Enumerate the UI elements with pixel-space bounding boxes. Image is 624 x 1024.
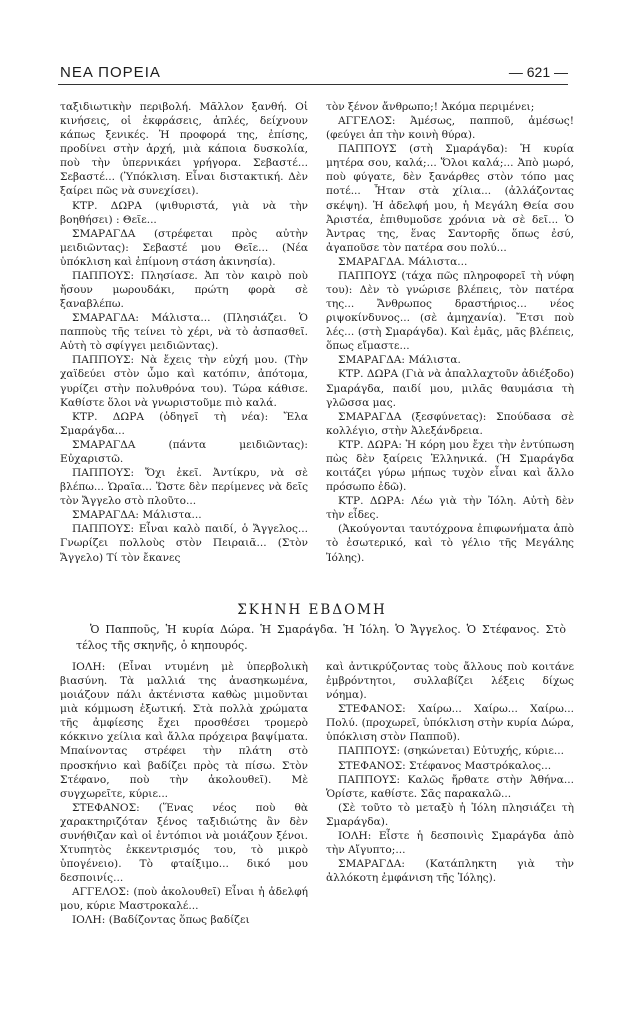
top-columns [60, 100, 574, 594]
paragraph: (Σὲ τοῦτο τὸ μεταξὺ ἡ Ἰόλη πλησιάζει τὴ Σμαράγδα). [326, 801, 574, 828]
paragraph: ΣΜΑΡΑΓΔΑ: Μάλιστα... [72, 509, 202, 522]
running-head [60, 64, 568, 81]
header-rule [58, 84, 568, 85]
paragraph: ΣΤΕΦΑΝΟΣ: (Ἕνας νέος ποὺ θὰ χαρακτηριζόταν ξένος ταξιδιώτης ἂν δὲν συνήθιζαν καὶ οἱ ἐντόπιοι νὰ μοιάζουν ξένοι. Χτυπητὸς ἐκκεντρισμός του, τὸ μικρὸ ὑπογένειο). Τὸ φταίξιμο... δικό μου δεσποινίς... [60, 801, 308, 885]
paragraph: ΠΑΠΠΟΥΣ (στὴ Σμαράγδα): Ἡ κυρία μητέρα σου, καλά;... Ὅλοι καλά;... Ἀπὸ μωρό, ποὺ φύγατε, δὲν ξανάρθες στὸν τόπο μας ποτέ... Ἦταν στὰ χίλια... (ἀλλάζοντας σκέψη). Ἡ ἀδελφή μου, ἡ Μεγάλη Θεία σου Ἀριστέα, ἐπιθυμοῦσε χρόνια νὰ σὲ δεῖ... Ὁ Ἀντρας της, ἕνας Σαντορῆς ὅπως ἐσύ, ἀγαποῦσε τὸν πατέρα σου πολύ... [326, 143, 574, 254]
paragraph: ΣΜΑΡΑΓΔΑ (στρέφεται πρὸς αὐτὴν μειδιῶντας): Σεβαστέ μου Θεῖε... (Νέα ὑπόκλιση καὶ ἐπίμονη στάση ἀκινησία). [60, 227, 308, 268]
paragraph: ΠΑΠΠΟΥΣ: (σηκώνεται) Εὐτυχής, κύριε... [338, 745, 564, 758]
paragraph: ΚΤΡ. ΔΩΡΑ (ψιθυριστά, γιὰ νὰ τὴν βοηθήσει) : Θεῖε... [60, 199, 308, 226]
paragraph: ΣΜΑΡΑΓΔΑ (πάντα μειδιῶντας): Εὐχαριστῶ. [60, 438, 308, 465]
page-number: — 621 — [508, 64, 568, 80]
paragraph: ΠΑΠΠΟΥΣ: Νὰ ἔχεις τὴν εὐχή μου. (Τὴν χαϊδεύει στὸν ὦμο καὶ κατόπιν, ἀπότομα, γυρίζει στὴν πολυθρόνα του). Τώρα κάθισε. Καθίστε ὅλοι νὰ γνωριστοῦμε πιὸ καλά. [60, 354, 308, 409]
paragraph: ΠΑΠΠΟΥΣ: Ὄχι ἐκεῖ. Ἀντίκρυ, νὰ σὲ βλέπω... Ὡραῖα... Ὥστε δὲν περίμενες νὰ δεῖς τὸν Ἄγγελο στὸ πλοῦτο... [60, 467, 308, 508]
journal-title: ΝΕΑ ΠΟΡΕΙΑ [60, 64, 161, 81]
bottom-columns [60, 660, 574, 1006]
paragraph: ΚΤΡ. ΔΩΡΑ (ὁδηγεῖ τὴ νέα): Ἔλα Σμαράγδα... [60, 410, 308, 437]
paragraph: ΣΤΕΦΑΝΟΣ: Στέφανος Μαστρόκαλος... [338, 759, 552, 772]
paragraph: τὸν ξένον ἄνθρωπο;! Ἀκόμα περιμένει; [326, 101, 535, 113]
paragraph: ΙΟΛΗ: Εἶστε ἡ δεσποινὶς Σμαράγδα ἀπὸ τὴν Αἴγυπτο;... [326, 829, 574, 857]
top-right-column [326, 100, 574, 594]
scene-cast: Ὁ Παπποῦς, Ἡ κυρία Δώρα. Ἡ Σμαράγδα. Ἡ Ἰόλη. Ὁ Ἄγγελος. Ὁ Στέφανος. Στὸ τέλος τῆς σκηνῆς, ὁ κηπουρός. [76, 623, 566, 652]
paragraph: ΚΤΡ. ΔΩΡΑ: Λέω γιὰ τὴν Ἰόλη. Αὐτὴ δὲν τὴν εἶδες. [326, 495, 574, 522]
paragraph: ΚΤΡ. ΔΩΡΑ: Ἡ κόρη μου ἔχει τὴν ἐντύπωση πὼς δὲν ξαίρεις Ἑλληνικά. (Ἡ Σμαράγδα κοιτάζει γύρω μήπως τυχὸν εἶναι καὶ ἄλλο πρόσωπο ἐδῶ). [326, 438, 574, 494]
paragraph: ΙΟΛΗ: (Βαδίζοντας ὅπως βαδίζει [72, 914, 250, 927]
paragraph: ΣΜΑΡΑΓΔΑ: Μάλιστα. [338, 354, 461, 367]
paragraph: καὶ ἀντικρύζοντας τοὺς ἄλλους ποὺ κοιτάνε ἐμβρόντητοι, συλλαβίζει λέξεις δίχως νόημα). [326, 661, 574, 702]
paragraph: ΙΟΛΗ: (Εἶναι ντυμένη μὲ ὑπερβολικὴ βιασύνη. Τὰ μαλλιά της ἀνασηκωμένα, μοιάζουν πάλι ἀκτένιστα καθὼς μιμοῦνται μιὰ κόμμωση ἐξωτική. Στὰ πολλὰ χρώματα τῆς ἀμφίεσης ἔχει προσθέσει τρομερὸ κόκκινο χείλια καὶ ἄλλα πρόχειρα βαψίματα. Μπαίνοντας στρέφει τὴν πλάτη στὸ προσκήνιο καὶ βαδίζει πρὸς τὰ πίσω. Στὸν Στέφανο, ποὺ τὴν ἀκολουθεῖ). Μὲ συγχωρεῖτε, κύριε... [60, 661, 308, 800]
paragraph: ΣΜΑΡΑΓΔΑ. Μάλιστα... [338, 255, 468, 268]
paragraph: ΠΑΠΠΟΥΣ: Καλῶς ἤρθατε στὴν Ἀθήνα... Ὁρίστε, καθίστε. Σᾶς παρακαλῶ... [326, 773, 574, 800]
paragraph: ΣΜΑΡΑΓΔΑ: Μάλιστα... (Πλησιάζει. Ὁ παπποὺς τῆς τείνει τὸ χέρι, νὰ τὸ ἀσπασθεῖ. Αὐτὴ τὸ σφίγγει μειδιῶντας). [60, 312, 308, 353]
paragraph: (Ἀκούγονται ταυτόχρονα ἐπιφωνήματα ἀπὸ τὸ ἐσωτερικό, καὶ τὸ γέλιο τῆς Μεγάλης Ἰόλης). [326, 523, 574, 564]
scene-heading: ΣΚΗΝΗ ΕΒΔΟΜΗ [237, 602, 387, 618]
paragraph: ΠΑΠΠΟΥΣ: Εἶναι καλὸ παιδί, ὁ Ἄγγελος... Γνωρίζει πολλοὺς στὸν Πειραιᾶ... (Στὸν Ἄγγελο) Τί τὸν ἔκανες [60, 523, 308, 564]
paragraph: ΣΜΑΡΑΓΔΑ: (Κατάπληκτη γιὰ τὴν ἀλλόκοτη ἐμφάνιση τῆς Ἰόλης). [326, 858, 574, 885]
bottom-right-column [326, 660, 574, 1006]
paragraph: ταξιδιωτικὴν περιβολή. Μᾶλλον ξανθή. Οἱ κινήσεις, οἱ ἐκφράσεις, ἁπλές, δείχνουν κάπως ξενικές. Ἡ προφορά της, ἐπίσης, προδίνει στὴν ἀρχή, μιὰ κάποια δυσκολία, ποὺ τὴν ὑπερνικάει γρήγορα. Σεβαστέ... Σεβαστέ... (Ὑπόκλιση. Εἶναι διστακτική. Δὲν ξαίρει πῶς νὰ συνεχίσει). [60, 101, 308, 198]
bottom-left-column [60, 660, 308, 1006]
paragraph: ΑΓΓΕΛΟΣ: Ἀμέσως, παπποῦ, ἀμέσως! (φεύγει ἀπ τὴν κοινὴ θύρα). [326, 115, 574, 142]
paragraph: ΠΑΠΠΟΥΣ (τάχα πῶς πληροφορεῖ τὴ νύφη του): Δὲν τὸ γνώρισε βλέπεις, τὸν πατέρα της... Ἄνθρωπος δραστήριος... νέος ριψοκίνδυνος... (σὲ ἀμηχανία). Ἔτσι ποὺ λές... (στὴ Σμαράγδα). Καὶ ἐμᾶς, μᾶς βλέπεις, ὅπως εἴμαστε... [326, 269, 574, 353]
top-left-column [60, 100, 308, 594]
paragraph: ΑΓΓΕΛΟΣ: (ποὺ ἀκολουθεῖ) Εἶναι ἡ ἀδελφή μου, κύριε Μαστροκαλέ... [60, 886, 308, 913]
paragraph: ΠΑΠΠΟΥΣ: Πλησίασε. Ἀπ τὸν καιρὸ ποὺ ἤσουν μωρουδάκι, πρώτη φορὰ σὲ ξαναβλέπω. [60, 269, 308, 311]
paragraph: ΚΤΡ. ΔΩΡΑ (Γιὰ νὰ ἀπαλλαχτοῦν ἀδιέξοδο) Σμαράγδα, παιδί μου, μιλᾶς θαυμάσια τὴ γλῶσσα μας. [326, 368, 574, 409]
paragraph: ΣΤΕΦΑΝΟΣ: Χαίρω... Χαίρω... Χαίρω... Πολύ. (προχωρεῖ, ὑπόκλιση στὴν κυρία Δώρα, ὑπόκλιση στὸν Παπποῦ). [326, 703, 574, 744]
paragraph: ΣΜΑΡΑΓΔΑ (ξεσφύνετας): Σπούδασα σὲ κολλέγιο, στὴν Ἀλεξάνδρεια. [326, 410, 574, 437]
